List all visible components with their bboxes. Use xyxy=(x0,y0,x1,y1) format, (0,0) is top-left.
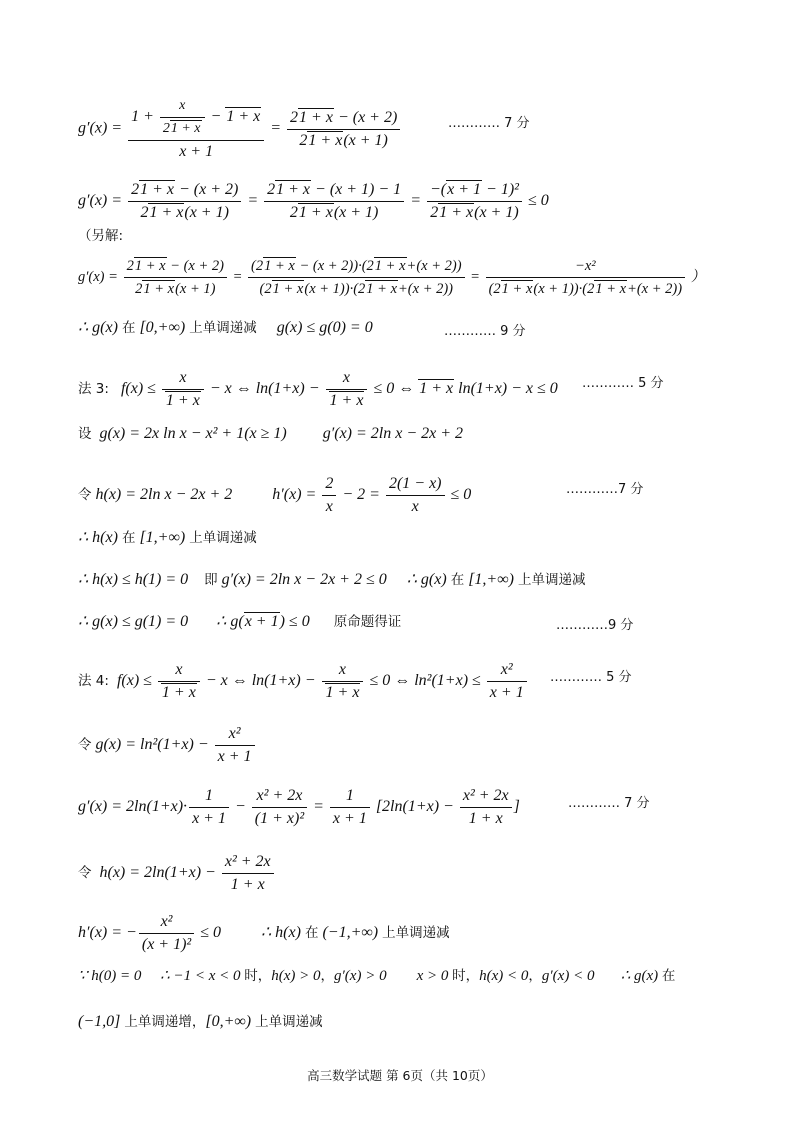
proof-conclusion-3: ∴ g(x) ≤ g(1) = 0 ∴ g(x + 1) ≤ 0 原命题得证 xyxy=(78,613,402,630)
define-g-method-4: 令 g(x) = ln²(1+x) − $\frac{\text{x²}}{x + 1}$ xyxy=(78,724,740,767)
define-h-method-4: 令 h(x) = 2ln(1+x) − $\frac{\text{x² + 2x}}{1 + x}$ xyxy=(78,852,740,895)
equation-g-prime-2: g′(x) = $\frac{21 + x - (x + 2)}{21 + x(x + 1)}$ = $\frac{21 + x - (x + 1) - 1}{21 + x(x + 1)}$ = $\frac{\text{−(x + 1 − 1)²}}{21 + x(x + 1)}$ ≤ 0 xyxy=(78,181,549,221)
equation-g-prime-1: g′(x) = 1 + $\frac{x}{21 + x}$ − 1 + x x + 1 = $\frac{21 + x - (x + 2)}{21 + x(x + 1)}$ xyxy=(78,96,740,162)
score-7c: ………… 7 分 xyxy=(568,796,650,811)
score-7b: …………7 分 xyxy=(566,482,644,497)
score-7: ………… 7 分 xyxy=(448,116,530,131)
page-footer: 高三数学试题 第 6页（共 10页） xyxy=(307,1068,493,1083)
h-decreasing: ∴ h(x) 在 [1,+∞) 上单调递减 xyxy=(78,529,257,546)
method-4-statement: 法 4: f(x) ≤ $\frac{x}{1 + x}$ − x ⇔ ln(1+x) − $\frac{x}{1 + x}$ ≤ 0 ⇔ ln²(1+x) ≤ $\frac{\text{x²}}{x + 1}$ xyxy=(78,660,740,703)
score-9b: …………9 分 xyxy=(556,618,634,633)
sign-analysis: ∵ h(0) = 0 ∴ −1 < x < 0 时，h(x) > 0，g′(x) > 0 x > 0 时，h(x) < 0，g′(x) < 0 ∴ g(x) 在 xyxy=(78,968,676,984)
h-prime-method-4: h′(x) = − $\frac{\text{x²}}{\text{(x + 1)²}}$ ≤ 0 ∴ h(x) 在 (−1,+∞) 上单调递减 xyxy=(78,913,450,953)
define-g-method-3: 设 g(x) = 2x ln x − x² + 1(x ≥ 1) g′(x) = 2ln x − 2x + 2 xyxy=(78,425,464,442)
monotonicity-conclusion: (−1,0] 上单调递增，[0,+∞) 上单调递减 xyxy=(78,1013,323,1030)
score-5b: ………… 5 分 xyxy=(550,670,632,685)
score-9: ………… 9 分 xyxy=(444,324,526,339)
conclusion-g-decreasing: ∴ g(x) 在 [0,+∞) 上单调递减 g(x) ≤ g(0) = 0 xyxy=(78,319,373,336)
alt-solution-label: （另解: xyxy=(78,228,124,244)
score-5: ………… 5 分 xyxy=(582,376,664,391)
define-h-method-3: 令 h(x) = 2ln x − 2x + 2 h′(x) = $\frac{2}{x}$ − 2 = $\frac{2(1 - x)}{x}$ ≤ 0 xyxy=(78,475,472,515)
g-prime-nonpositive: ∴ h(x) ≤ h(1) = 0 即 g′(x) = 2ln x − 2x + 2 ≤ 0 ∴ g(x) 在 [1,+∞) 上单调递减 xyxy=(78,571,586,588)
equation-g-prime-alt: g′(x) = $\frac{21 + x - (x + 2)}{21 + x(x + 1)}$ = $\frac{(21 + x - (x + 2))\cdot(21 + x+(x + 2))}{(21 + x(x + 1))\cdot(21 + x+(x + 2))}$ = $\frac{\text{−x²}}{(21 + x(x + 1))\cdot(21 + x+(x + 2))}$ ） xyxy=(78,258,706,297)
method-3-statement: 法 3: f(x) ≤ $\frac{x}{1 + x}$ − x ⇔ ln(1+x) − $\frac{x}{1 + x}$ ≤ 0 ⇔ 1 + x ln(1+x) − x ≤ 0 xyxy=(78,369,558,409)
g-prime-method-4: g′(x) = 2ln(1+x)· $\frac{1}{x + 1}$ − $\frac{\text{x² + 2x}}{\text{(1 + x)²}}$ = $\frac{1}{x + 1}$ [2ln(1+x) − $\frac{\text{x² + 2x}}{1 + x}$ ] xyxy=(78,787,520,827)
